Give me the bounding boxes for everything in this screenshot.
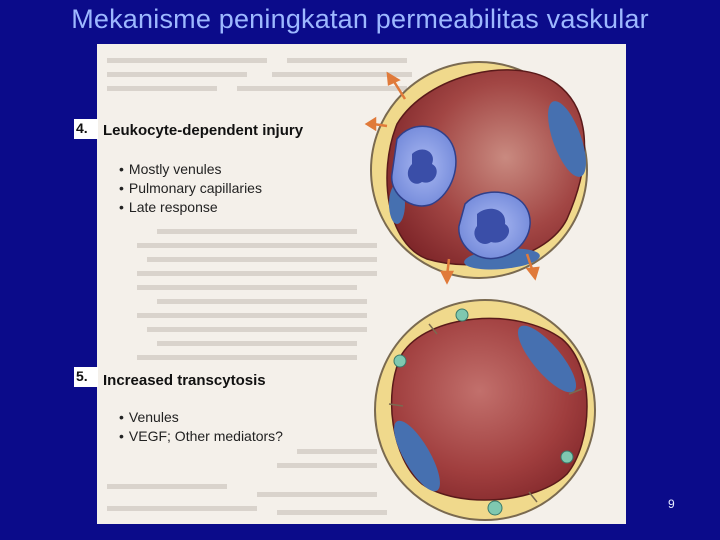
panel-4-bullets	[119, 160, 262, 217]
vessel-diagram-transcytosis	[97, 44, 626, 524]
panel-4-number: 4.	[76, 120, 88, 136]
page-number: 9	[668, 497, 675, 511]
list-item: • Late response	[119, 198, 262, 217]
slide-title: Mekanisme peningkatan permeabilitas vaskular	[71, 4, 649, 34]
panel-5-heading: Increased transcytosis	[103, 372, 266, 389]
list-item: • VEGF; Other mediators?	[119, 427, 283, 446]
list-item: • Venules	[119, 408, 283, 427]
panel-4-heading: Leukocyte-dependent injury	[103, 122, 304, 139]
list-item: • Pulmonary capillaries	[119, 179, 262, 198]
panel-5-number: 5.	[76, 368, 88, 384]
list-item: • Mostly venules	[119, 160, 262, 179]
panel-5-bullets	[119, 408, 283, 446]
figure-image	[97, 44, 626, 524]
